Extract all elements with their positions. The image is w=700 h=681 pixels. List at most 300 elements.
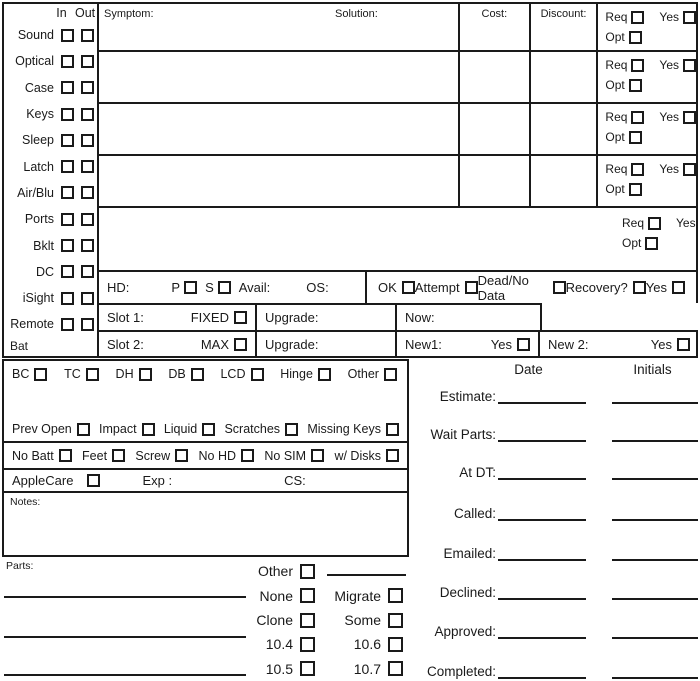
os-row-105-107: [228, 657, 408, 681]
isight-out-checkbox[interactable]: [81, 292, 94, 305]
no-sim-checkbox[interactable]: [311, 449, 324, 462]
sleep-in-checkbox[interactable]: [61, 134, 74, 147]
discount-header-cell[interactable]: [529, 4, 597, 50]
slot2-label: Slot 2:: [107, 336, 144, 352]
completed-initials-line[interactable]: [612, 659, 698, 679]
dc-out-checkbox[interactable]: [81, 265, 94, 278]
req-opt-block-1: [598, 4, 696, 44]
req-opt-block-4: [598, 156, 696, 196]
new2-yes-group: [651, 337, 690, 352]
hd-p-label: P: [171, 280, 181, 295]
parts-line-2[interactable]: [4, 636, 246, 638]
new2-yes-checkbox[interactable]: [677, 338, 690, 351]
req-label: Req: [605, 10, 628, 24]
tc-checkbox[interactable]: [86, 368, 99, 381]
sleep-label: Sleep: [22, 133, 54, 148]
cost-cell-2[interactable]: [458, 52, 529, 102]
opt-line-2: [605, 78, 696, 92]
opt-line-5: [622, 236, 700, 250]
os-107-group: [315, 661, 403, 677]
tracking-row-estimate: [410, 384, 698, 404]
out-column-header: Out: [75, 6, 96, 20]
sidebar-column-headers: [6, 6, 94, 22]
airblu-label: Air/Blu: [17, 185, 54, 200]
os-other-group: [228, 563, 315, 579]
sidebar-row-remote: [6, 311, 94, 337]
hd-ok-label: OK: [378, 280, 397, 295]
yes-checkbox-4[interactable]: [683, 163, 696, 176]
called-label: Called:: [453, 506, 496, 521]
new2-label: New 2:: [548, 336, 589, 352]
keys-in-checkbox[interactable]: [61, 108, 74, 121]
os-other-label: Other: [257, 563, 293, 580]
prev-open-checkbox[interactable]: [77, 423, 90, 436]
sleep-out-checkbox[interactable]: [81, 134, 94, 147]
missing-keys-label: Missing Keys: [307, 422, 381, 436]
new2-cell: [538, 332, 696, 356]
hd-recovery-label: Recovery?: [565, 280, 628, 295]
emailed-initials-line[interactable]: [612, 541, 698, 561]
cost-cell-3[interactable]: [458, 104, 529, 154]
no-batt-group: [12, 449, 72, 463]
no-sim-label: No SIM: [264, 448, 307, 463]
tracking-row-wait-parts: [410, 422, 698, 442]
liquid-group: [164, 422, 215, 436]
os-105-label: 10.5: [265, 660, 293, 677]
opt-label: Opt: [622, 236, 642, 250]
yes-label: Yes: [676, 216, 696, 230]
optical-in-checkbox[interactable]: [61, 55, 74, 68]
new1-cell: [395, 332, 538, 356]
max-label: MAX: [200, 336, 229, 352]
impact-label: Impact: [99, 422, 137, 436]
emailed-label: Emailed:: [443, 546, 496, 561]
parts-section: [2, 560, 252, 681]
screw-label: Screw: [135, 448, 171, 463]
declined-initials-line[interactable]: [612, 580, 698, 600]
case-label: Case: [24, 80, 54, 95]
new2-yes-label: Yes: [650, 336, 672, 352]
req-yes-line-3: [605, 110, 696, 124]
wait-parts-date-line[interactable]: [498, 422, 586, 442]
dc-in-checkbox[interactable]: [61, 265, 74, 278]
os-106-group: [315, 636, 403, 652]
applecare-checkbox[interactable]: [87, 474, 100, 487]
other-damage-checkbox[interactable]: [384, 368, 397, 381]
prev-open-group: [12, 422, 90, 436]
no-batt-label: No Batt: [12, 448, 54, 463]
dh-checkbox[interactable]: [139, 368, 152, 381]
symptom-row-3: [99, 102, 696, 154]
cost-header: Cost:: [481, 8, 508, 20]
bklt-in-checkbox[interactable]: [61, 239, 74, 252]
symptom-row-1: [99, 4, 696, 50]
opt-label: Opt: [605, 182, 625, 196]
slot1-fixed-checkbox[interactable]: [234, 311, 247, 324]
db-checkbox[interactable]: [191, 368, 204, 381]
os-107-checkbox[interactable]: [388, 661, 403, 676]
os-105-group: [228, 661, 315, 677]
hd-attempt-group: [415, 280, 478, 295]
hd-dead-group: [478, 273, 566, 303]
at-dt-date-line[interactable]: [498, 460, 586, 480]
req-opt-cell-3: [596, 104, 696, 154]
slot1-upgrade-label: Upgrade:: [265, 310, 319, 325]
slot2-max-checkbox[interactable]: [234, 338, 247, 351]
date-column-header: Date: [514, 362, 543, 377]
req-opt-block-2: [598, 52, 696, 92]
hd-yes-checkbox[interactable]: [672, 281, 685, 294]
latch-label: Latch: [23, 159, 54, 174]
no-hd-group: [199, 449, 255, 463]
approved-date-line[interactable]: [498, 619, 586, 639]
yes-label: Yes: [659, 58, 679, 72]
req-label: Req: [605, 58, 628, 72]
declined-date-line[interactable]: [498, 580, 586, 600]
scratches-label: Scratches: [224, 422, 281, 436]
opt-checkbox-5[interactable]: [645, 237, 658, 250]
approved-initials-line[interactable]: [612, 619, 698, 639]
isight-label: iSight: [22, 291, 54, 306]
sidebar-row-case: [6, 75, 94, 101]
yes-label: Yes: [659, 110, 679, 124]
sound-label: Sound: [17, 28, 54, 43]
hd-p-checkbox[interactable]: [184, 281, 197, 294]
keys-label: Keys: [26, 107, 54, 122]
slot2-max-group: [201, 337, 247, 352]
req-opt-cell-4: [596, 156, 696, 206]
req-yes-line-4: [605, 162, 696, 176]
no-hd-label: No HD: [198, 448, 237, 463]
req-yes-line-2: [605, 58, 696, 72]
bklt-out-checkbox[interactable]: [81, 239, 94, 252]
opt-label: Opt: [605, 30, 625, 44]
tracking-row-approved: [410, 619, 698, 639]
hd-s-label: S: [205, 280, 214, 295]
case-out-checkbox[interactable]: [81, 81, 94, 94]
req-label: Req: [605, 110, 628, 124]
slot1-now-cell[interactable]: [395, 305, 540, 330]
os-options-section: [228, 559, 408, 681]
os-104-group: [228, 636, 315, 652]
sidebar-row-sound: [6, 22, 94, 48]
req-opt-block-3: [598, 104, 696, 144]
sidebar-row-airblu: [6, 180, 94, 206]
airblu-in-checkbox[interactable]: [61, 186, 74, 199]
req-checkbox-3[interactable]: [631, 111, 644, 124]
symptom-header: Symptom:: [104, 8, 154, 20]
yes-checkbox-1[interactable]: [683, 11, 696, 24]
new1-yes-group: [491, 337, 530, 352]
symptom-row-2-main-cell[interactable]: [99, 52, 458, 102]
hd-recovery-group: [566, 280, 646, 295]
os-clone-group: [228, 612, 315, 628]
now-label: Now:: [405, 310, 435, 325]
hard-drive-row: [97, 270, 698, 303]
opt-line-1: [605, 30, 696, 44]
isight-in-checkbox[interactable]: [61, 292, 74, 305]
at-dt-label: At DT:: [459, 465, 496, 480]
req-checkbox-5[interactable]: [648, 217, 661, 230]
parts-label: Parts:: [6, 560, 34, 572]
discount-header: Discount:: [540, 8, 587, 20]
bc-checkbox[interactable]: [34, 368, 47, 381]
sidebar-row-isight: [6, 285, 94, 311]
os-105-checkbox[interactable]: [300, 661, 315, 676]
os-none-checkbox[interactable]: [300, 588, 315, 603]
os-106-label: 10.6: [353, 636, 381, 653]
bc-group: [12, 367, 47, 381]
yes-label: Yes: [659, 162, 679, 176]
opt-checkbox-4[interactable]: [629, 183, 642, 196]
lcd-checkbox[interactable]: [251, 368, 264, 381]
slot1-row: [97, 303, 542, 330]
os-some-checkbox[interactable]: [388, 613, 403, 628]
os-none-label: None: [259, 587, 293, 604]
liquid-checkbox[interactable]: [202, 423, 215, 436]
optical-out-checkbox[interactable]: [81, 55, 94, 68]
req-label: Req: [605, 162, 628, 176]
os-106-checkbox[interactable]: [388, 637, 403, 652]
sidebar-row-keys: [6, 101, 94, 127]
yes-checkbox-2[interactable]: [683, 59, 696, 72]
hd-avail-label: Avail:: [238, 280, 271, 295]
bklt-label: Bklt: [33, 238, 54, 253]
status-tracking-section: [410, 358, 698, 681]
tracking-row-completed: [410, 659, 698, 679]
completed-date-line[interactable]: [498, 659, 586, 679]
hd-attempt-label: Attempt: [414, 280, 460, 295]
hd-ok-checkbox[interactable]: [402, 281, 415, 294]
slot1-fixed-group: [191, 310, 247, 325]
latch-out-checkbox[interactable]: [81, 160, 94, 173]
remote-in-checkbox[interactable]: [61, 318, 74, 331]
completed-label: Completed:: [426, 664, 496, 679]
req-checkbox-4[interactable]: [631, 163, 644, 176]
db-group: [168, 367, 203, 381]
initials-column-header: Initials: [633, 362, 672, 377]
hd-yes-label: Yes: [645, 280, 667, 295]
case-in-checkbox[interactable]: [61, 81, 74, 94]
damage-checkbox-row: [4, 422, 407, 441]
sidebar-row-ports: [6, 206, 94, 232]
sidebar-row-bklt: [6, 232, 94, 258]
slot2-upgrade-cell[interactable]: [255, 332, 395, 356]
sidebar-row-latch: [6, 153, 94, 179]
parts-line-3[interactable]: [4, 674, 246, 676]
opt-checkbox-3[interactable]: [629, 131, 642, 144]
feet-group: [82, 449, 125, 463]
slot1-cell: [99, 305, 255, 330]
approved-label: Approved:: [434, 624, 496, 639]
accessories-checkbox-row: [4, 443, 407, 470]
os-other-checkbox[interactable]: [300, 564, 315, 579]
tracking-row-at-dt: [410, 460, 698, 480]
symptom-row-5[interactable]: [99, 206, 696, 270]
os-row-other: [228, 559, 408, 583]
liquid-label: Liquid: [163, 422, 198, 436]
dh-group: [116, 367, 152, 381]
ports-out-checkbox[interactable]: [81, 213, 94, 226]
opt-checkbox-1[interactable]: [629, 31, 642, 44]
os-clone-checkbox[interactable]: [300, 613, 315, 628]
other-damage-group: [348, 367, 397, 381]
req-checkbox-1[interactable]: [631, 11, 644, 24]
applecare-row: [4, 470, 407, 493]
os-other-write-in-line[interactable]: [327, 561, 406, 576]
condition-box: [2, 359, 409, 557]
estimate-label: Estimate:: [439, 389, 496, 404]
remote-label: Remote: [10, 317, 54, 332]
slot1-label: Slot 1:: [107, 310, 144, 325]
screw-group: [135, 449, 188, 463]
hd-s-checkbox[interactable]: [218, 281, 231, 294]
bat-label: Bat: [10, 339, 29, 353]
slot2-upgrade-label: Upgrade:: [265, 336, 319, 352]
os-104-label: 10.4: [265, 636, 293, 653]
yes-label: Yes: [659, 10, 679, 24]
os-migrate-checkbox[interactable]: [388, 588, 403, 603]
lcd-group: [220, 367, 263, 381]
slot2-cell: [99, 332, 255, 356]
hd-label: HD:: [107, 280, 130, 295]
keys-out-checkbox[interactable]: [81, 108, 94, 121]
discount-cell-3[interactable]: [529, 104, 597, 154]
notes-label: Notes:: [10, 496, 41, 508]
prev-open-label: Prev Open: [12, 422, 72, 436]
cs-label: CS:: [284, 473, 306, 488]
hd-yes-group: [646, 280, 685, 295]
opt-checkbox-2[interactable]: [629, 79, 642, 92]
missing-keys-checkbox[interactable]: [386, 423, 399, 436]
cost-header-cell[interactable]: [458, 4, 529, 50]
os-row-104-106: [228, 632, 408, 656]
impact-group: [99, 422, 155, 436]
notes-area[interactable]: [4, 493, 407, 555]
latch-in-checkbox[interactable]: [61, 160, 74, 173]
yes-checkbox-3[interactable]: [683, 111, 696, 124]
req-yes-line-1: [605, 10, 696, 24]
new1-label: New1:: [405, 336, 442, 352]
hd-dead-checkbox[interactable]: [553, 281, 566, 294]
symptom-row-3-main-cell[interactable]: [99, 104, 458, 154]
hinge-checkbox[interactable]: [318, 368, 331, 381]
emailed-date-line[interactable]: [498, 541, 586, 561]
optical-label: Optical: [15, 54, 54, 69]
os-row-none-migrate: [228, 583, 408, 607]
slot2-row: [97, 330, 698, 358]
tc-group: [64, 367, 99, 381]
hd-recovery-checkbox[interactable]: [633, 281, 646, 294]
sidebar-row-optical: [6, 48, 94, 74]
ports-in-checkbox[interactable]: [61, 213, 74, 226]
no-sim-group: [264, 449, 324, 463]
hd-os-label: OS:: [306, 280, 329, 295]
at-dt-initials-line[interactable]: [612, 460, 698, 480]
os-107-label: 10.7: [353, 660, 381, 677]
os-some-group: [315, 612, 403, 628]
os-104-checkbox[interactable]: [300, 637, 315, 652]
other-damage-label: Other: [347, 367, 379, 381]
hd-info-cell: [99, 272, 367, 303]
declined-label: Declined:: [439, 585, 496, 600]
os-migrate-label: Migrate: [334, 587, 381, 604]
slot1-upgrade-cell[interactable]: [255, 305, 395, 330]
w-disks-checkbox[interactable]: [386, 449, 399, 462]
sidebar-row-sleep: [6, 127, 94, 153]
req-opt-cell-2: [596, 52, 696, 102]
called-initials-line[interactable]: [612, 501, 698, 521]
in-column-header: In: [56, 6, 67, 20]
tracking-row-declined: [410, 580, 698, 600]
solution-header: Solution:: [335, 8, 378, 20]
opt-label: Opt: [605, 130, 625, 144]
impact-checkbox[interactable]: [142, 423, 155, 436]
req-yes-line-5: [622, 216, 700, 230]
exp-label: Exp :: [142, 473, 173, 488]
discount-cell-2[interactable]: [529, 52, 597, 102]
sidebar-row-dc: [6, 259, 94, 285]
estimate-initials-line[interactable]: [612, 384, 698, 404]
discount-cell-4[interactable]: [529, 156, 597, 206]
symptom-row-4-main-cell[interactable]: [99, 156, 458, 206]
feet-checkbox[interactable]: [112, 449, 125, 462]
screw-checkbox[interactable]: [175, 449, 188, 462]
applecare-label: AppleCare: [12, 473, 74, 488]
os-migrate-group: [315, 588, 403, 604]
tracking-row-emailed: [410, 541, 698, 561]
called-date-line[interactable]: [498, 501, 586, 521]
symptom-row-2: [99, 50, 696, 102]
sound-out-checkbox[interactable]: [81, 29, 94, 42]
req-opt-block-5: [615, 210, 700, 256]
hinge-label: Hinge: [280, 367, 313, 381]
airblu-out-checkbox[interactable]: [81, 186, 94, 199]
cost-cell-4[interactable]: [458, 156, 529, 206]
feet-label: Feet: [82, 448, 108, 463]
hd-attempt-checkbox[interactable]: [465, 281, 478, 294]
opt-label: Opt: [605, 78, 625, 92]
new1-yes-checkbox[interactable]: [517, 338, 530, 351]
hinge-group: [280, 367, 331, 381]
w-disks-label: w/ Disks: [334, 448, 381, 463]
no-hd-checkbox[interactable]: [241, 449, 254, 462]
wait-parts-label: Wait Parts:: [430, 427, 496, 442]
component-checkbox-row: [4, 361, 407, 381]
remote-out-checkbox[interactable]: [81, 318, 94, 331]
missing-keys-group: [307, 422, 399, 436]
condition-top-section: [4, 361, 407, 443]
opt-line-4: [605, 182, 696, 196]
sound-in-checkbox[interactable]: [61, 29, 74, 42]
scratches-group: [224, 422, 298, 436]
lcd-label: LCD: [220, 367, 246, 381]
os-row-clone-some: [228, 608, 408, 632]
ports-label: Ports: [24, 212, 54, 227]
symptom-row-1-main-cell[interactable]: [99, 4, 458, 50]
hd-status-cell: [367, 272, 696, 303]
symptom-solution-table: [97, 2, 698, 272]
req-label: Req: [622, 216, 645, 230]
no-batt-checkbox[interactable]: [59, 449, 72, 462]
req-checkbox-2[interactable]: [631, 59, 644, 72]
wait-parts-initials-line[interactable]: [612, 422, 698, 442]
req-opt-cell-1: [596, 4, 696, 50]
estimate-date-line[interactable]: [498, 384, 586, 404]
opt-line-3: [605, 130, 696, 144]
parts-line-1[interactable]: [4, 596, 246, 598]
scratches-checkbox[interactable]: [285, 423, 298, 436]
